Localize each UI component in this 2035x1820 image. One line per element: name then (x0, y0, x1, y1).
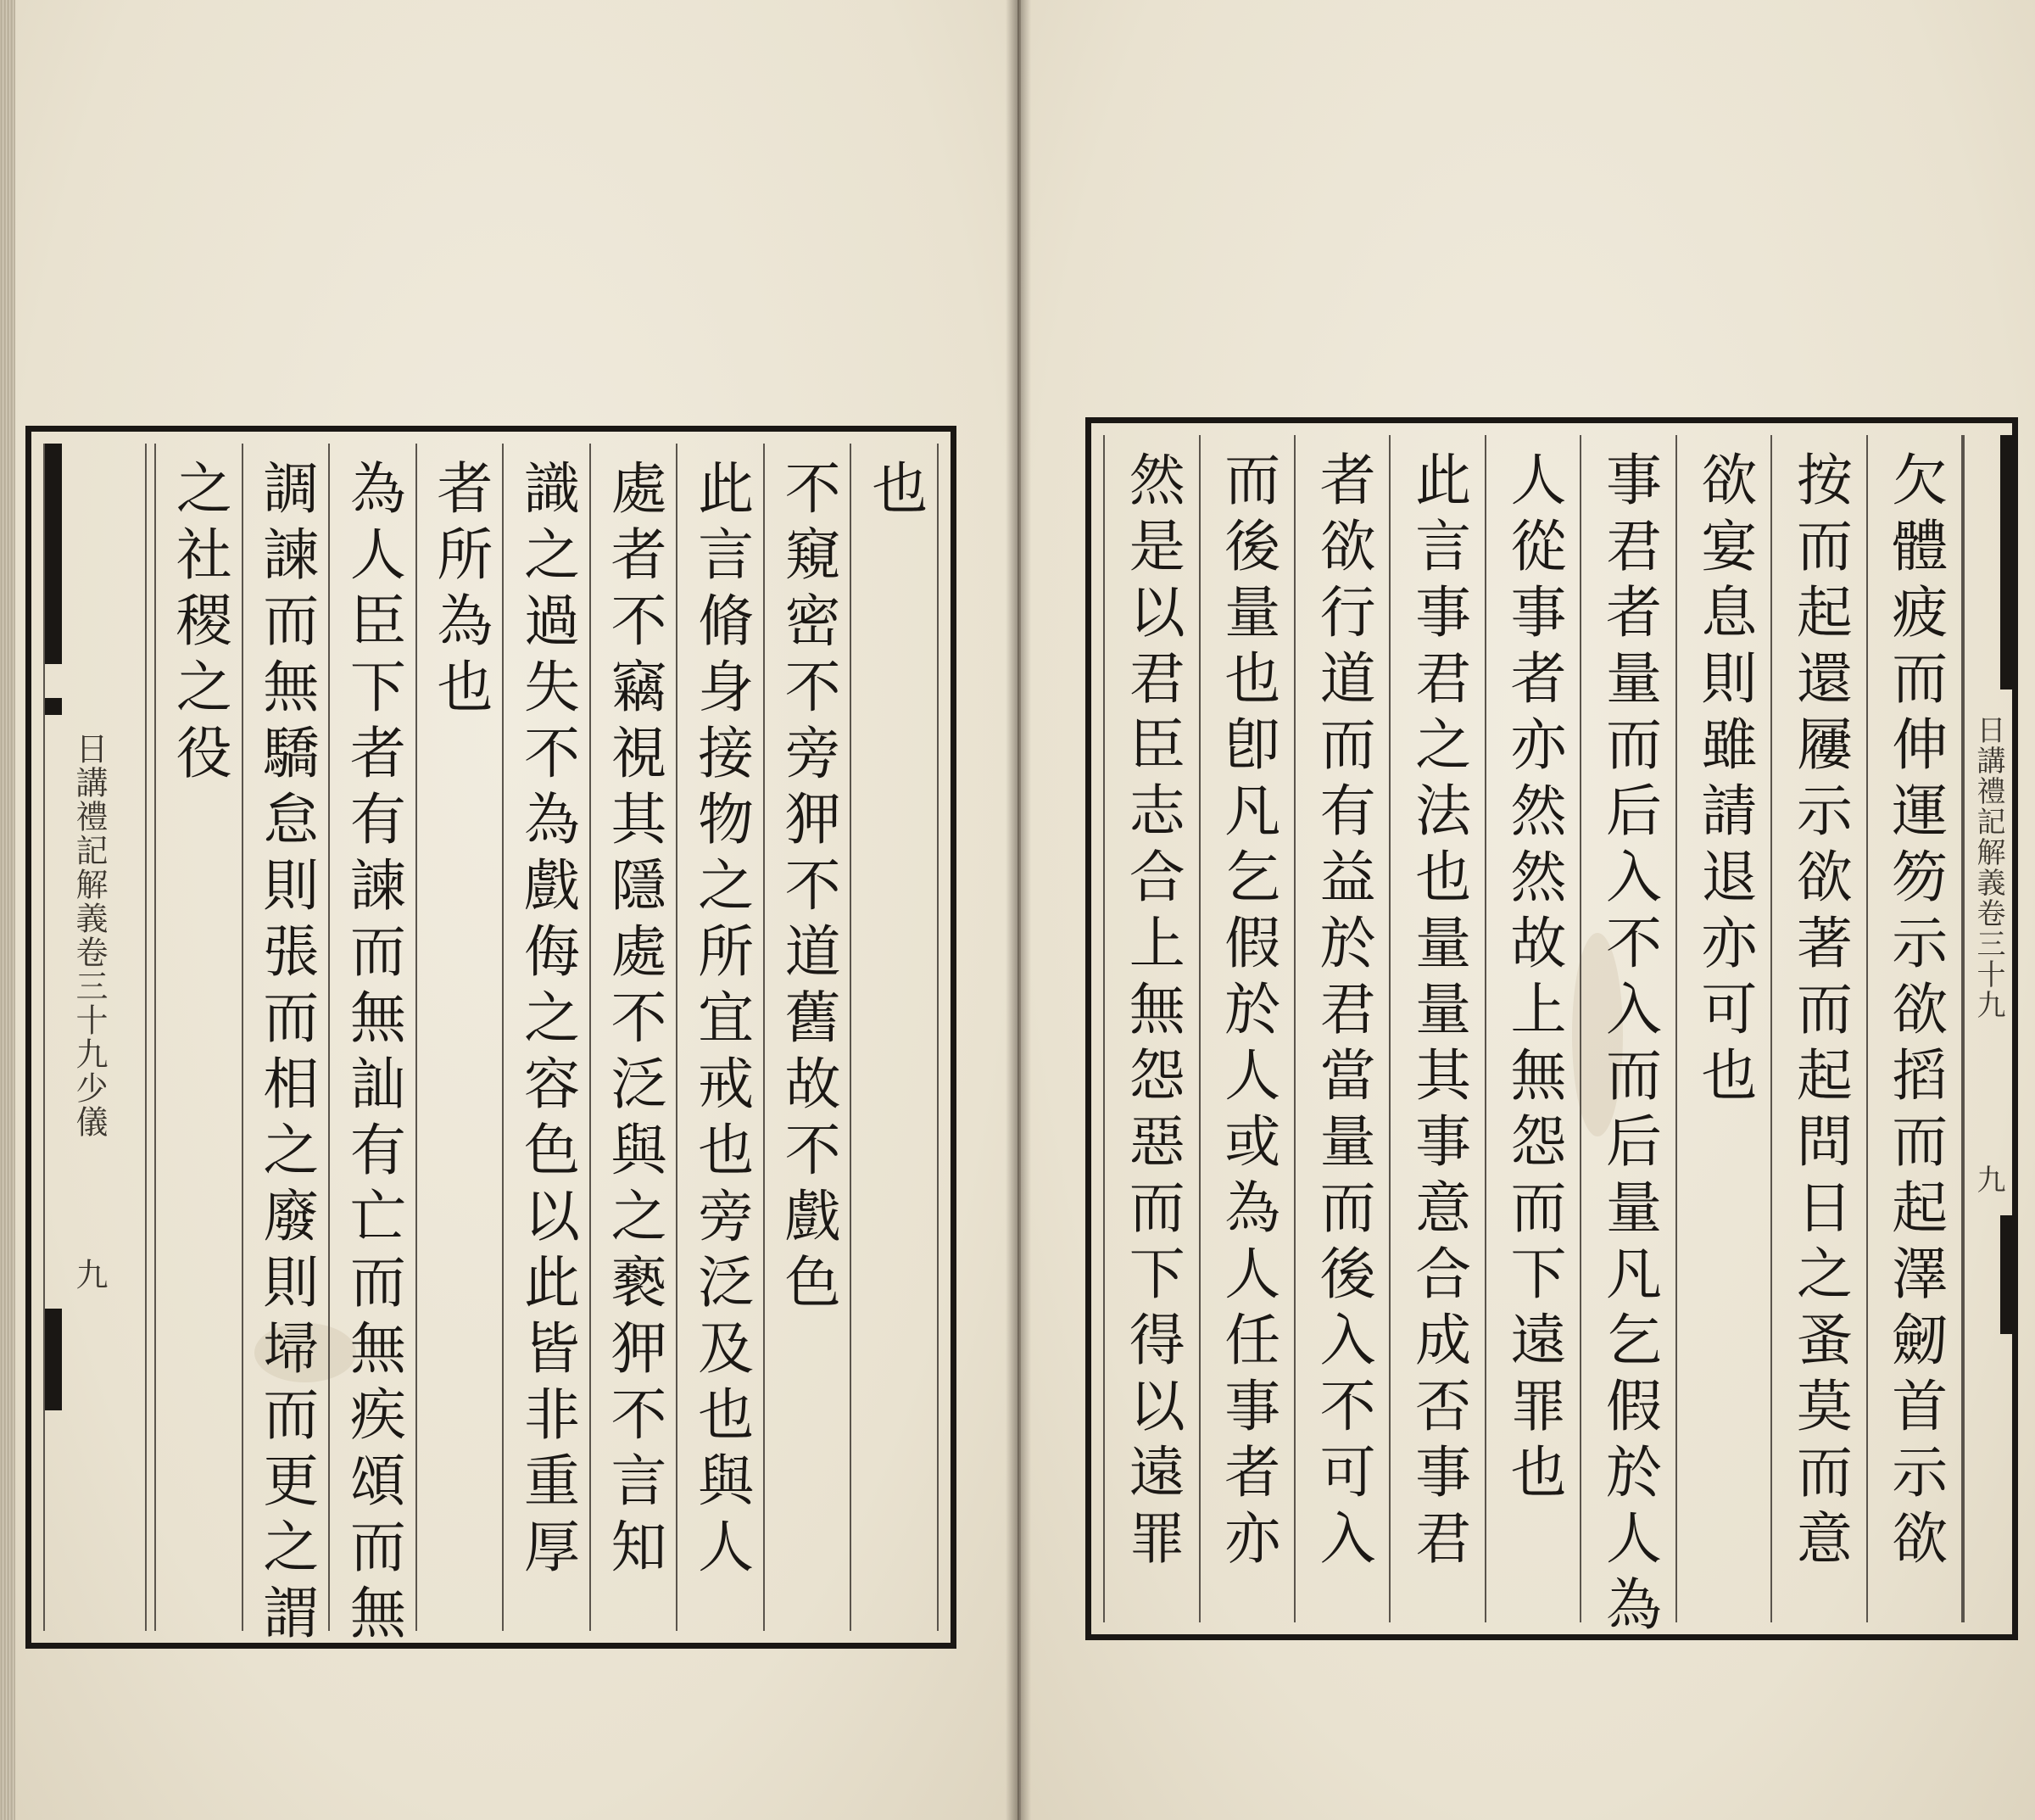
column-text: 為人臣下者有諫而無訕有亡而無疾頌而無 (340, 459, 406, 1650)
column-text: 不窺密不旁狎不道舊故不戲色 (775, 459, 841, 1319)
column-text: 欲宴息則雖請退亦可也 (1691, 450, 1757, 1112)
fishtail-mark (45, 698, 62, 715)
column-text: 事君者量而后入不入而后量凡乞假於人為 (1596, 450, 1662, 1641)
column-text: 調諫而無驕怠則張而相之廢則埽而更之謂 (253, 459, 319, 1650)
text-column (1103, 435, 1198, 1622)
column-text: 者欲行道而有益於君當量而後入不可入 (1310, 450, 1376, 1575)
text-column (1485, 435, 1580, 1622)
fishtail-mark (2000, 1215, 2012, 1334)
text-column (1866, 435, 1963, 1622)
fishtail-mark (45, 1309, 62, 1410)
left-text-frame (25, 426, 956, 1649)
column-text: 此言脩身接物之所宜戒也旁泛及也與人 (688, 459, 754, 1583)
column-text: 之社稷之役 (166, 459, 232, 790)
left-margin-column (43, 444, 147, 1631)
fishtail-mark (45, 444, 62, 664)
left-margin-title: 日講禮記解義卷三十九少儀 (70, 732, 108, 1139)
right-text-columns (1103, 435, 1963, 1641)
text-column (589, 444, 677, 1631)
text-column (1199, 435, 1294, 1622)
column-text: 處者不竊視其隱處不泛與之褻狎不言知 (601, 459, 667, 1583)
column-text: 欠體疲而伸運笏示欲搯而起澤劒首示欲 (1882, 450, 1948, 1575)
column-text: 此言事君之法也量量其事意合成否事君 (1405, 450, 1471, 1575)
text-column (763, 444, 850, 1631)
column-text: 也 (861, 459, 928, 525)
right-margin-page-number: 九 (1971, 1164, 2005, 1195)
text-column (154, 444, 242, 1631)
text-column (328, 444, 415, 1650)
text-column (676, 444, 763, 1631)
left-text-columns (154, 444, 939, 1650)
text-column (1294, 435, 1389, 1622)
column-text: 識之過失不為戲侮之容色以此皆非重厚 (514, 459, 580, 1583)
right-page (1019, 0, 2035, 1820)
text-column (415, 444, 503, 1631)
text-column (1389, 435, 1484, 1622)
text-column (502, 444, 589, 1631)
right-margin-column (1963, 435, 2012, 1622)
column-text: 人從事者亦然然故上無怨而下遠罪也 (1501, 450, 1567, 1509)
right-margin-title: 日講禮記解義卷三十九 (1971, 715, 2005, 1020)
fishtail-mark (2000, 435, 2012, 689)
column-text: 按而起還屨示欲著而起問日之蚤莫而意 (1787, 450, 1853, 1575)
left-margin-page-number: 九 (70, 1258, 108, 1292)
column-text: 者所為也 (427, 459, 493, 723)
page-edges (0, 0, 15, 1820)
text-column (1770, 435, 1865, 1622)
column-text: 然是以君臣志合上無怨惡而下得以遠罪 (1119, 450, 1185, 1575)
book-gutter (1006, 0, 1031, 1820)
text-column (850, 444, 939, 1631)
column-text: 而後量也卽凡乞假於人或為人任事者亦 (1214, 450, 1280, 1575)
right-text-frame (1085, 417, 2018, 1640)
text-column (1675, 435, 1770, 1622)
text-column (1580, 435, 1675, 1641)
text-column (242, 444, 329, 1650)
